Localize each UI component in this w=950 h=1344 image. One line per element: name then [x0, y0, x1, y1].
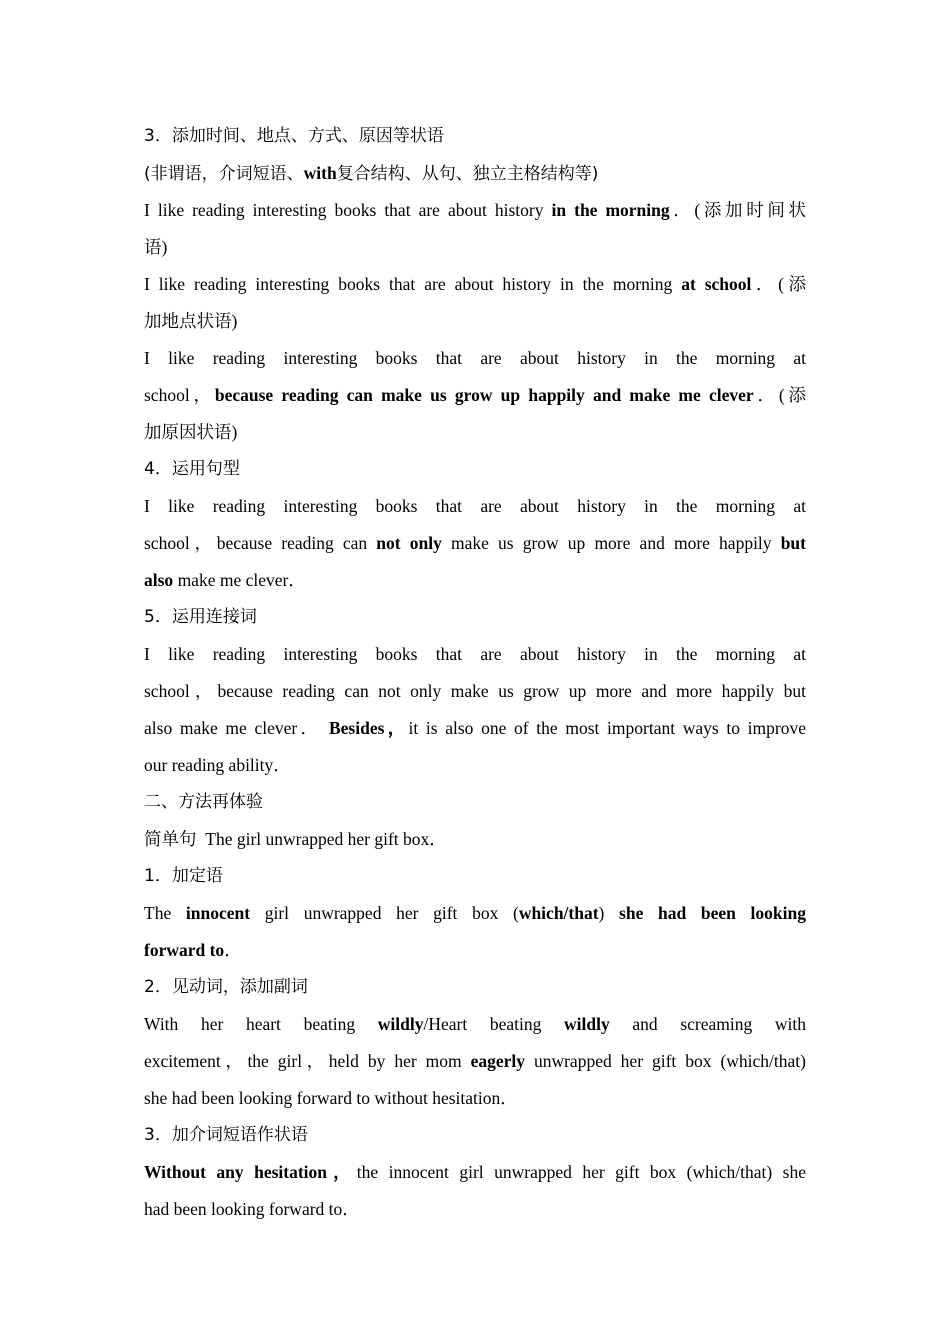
method-3-line-1: Without any hesitation，the innocent girl unwrapped her gift box (which/that) she: [144, 1162, 806, 1182]
example-reason-line-1: I like reading interesting books that are about history in the morning at: [144, 348, 806, 368]
section-5-line-3: also make me clever． Besides，it is also one of the most important ways to improve: [144, 718, 806, 738]
section-5-line-2: school，because reading can not only make us grow up more and more happily but: [144, 681, 806, 701]
section-5-line-1: I like reading interesting books that are about history in the morning at: [144, 644, 806, 664]
method-2-line-2: excitement，the girl，held by her mom eagerly unwrapped her gift box (which/that): [144, 1051, 806, 1071]
section-4-heading: 4．运用句型: [144, 459, 240, 479]
section-5-line-4: our reading ability．: [144, 755, 291, 775]
example-reason-line-2: school，because reading can make us grow up happily and make me clever．(添: [144, 385, 806, 405]
part-2-heading: 二、方法再体验: [144, 792, 263, 812]
document-page: [144, 118, 806, 1228]
section-4-line-1: I like reading interesting books that are about history in the morning at: [144, 496, 806, 516]
section-3-heading: 3．添加时间、地点、方式、原因等状语: [144, 126, 444, 146]
simple-sentence: 简单句 The girl unwrapped her gift box．: [144, 829, 447, 849]
section-4-line-3: also make me clever．: [144, 570, 306, 590]
example-reason-line-3: 加原因状语): [144, 422, 238, 442]
method-1-line-1: The innocent girl unwrapped her gift box (which/that) she had been looking: [144, 903, 806, 923]
section-3-note: (非谓语，介词短语、with复合结构、从句、独立主格结构等): [144, 163, 599, 184]
method-3-line-2: had been looking forward to．: [144, 1199, 360, 1219]
section-4-line-2: school，because reading can not only make us grow up more and more happily but: [144, 533, 806, 553]
method-3-heading: 3．加介词短语作状语: [144, 1125, 308, 1145]
method-1-heading: 1．加定语: [144, 866, 223, 886]
method-1-line-2: forward to．: [144, 940, 242, 960]
example-time-line-1: I like reading interesting books that are about history in the morning．(添加时间状: [144, 200, 806, 220]
method-2-line-3: she had been looking forward to without hesitation．: [144, 1088, 518, 1108]
section-5-heading: 5．运用连接词: [144, 607, 257, 627]
example-place-line-1: I like reading interesting books that are about history in the morning at school．(添: [144, 274, 807, 294]
example-time-line-2: 语): [144, 237, 168, 257]
method-2-heading: 2．见动词，添加副词: [144, 977, 308, 997]
example-place-line-2: 加地点状语): [144, 311, 238, 331]
method-2-line-1: With her heart beating wildly/Heart beating wildly and screaming with: [144, 1014, 806, 1034]
